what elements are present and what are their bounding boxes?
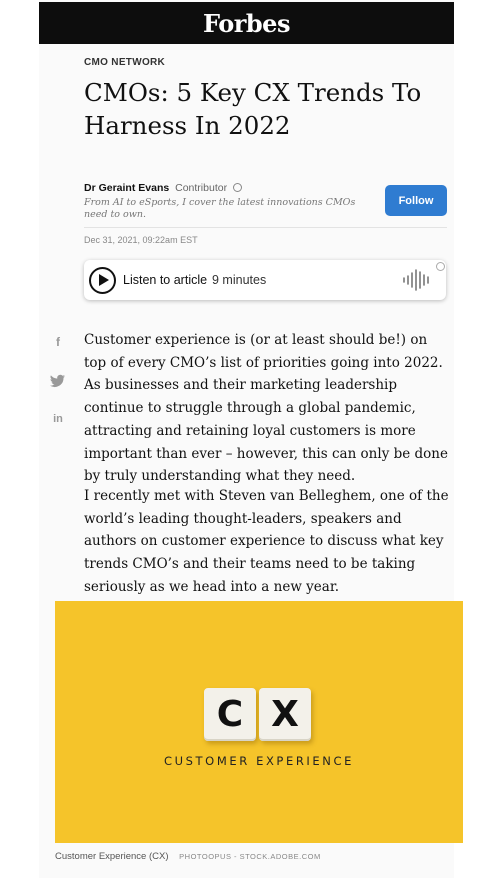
linkedin-share-icon[interactable]: in bbox=[53, 413, 63, 425]
letter-tile-c: C bbox=[204, 688, 256, 741]
top-nav-bar bbox=[39, 2, 454, 44]
article-headline: CMOs: 5 Key CX Trends To Harness In 2022 bbox=[84, 78, 422, 140]
audio-waveform-icon bbox=[402, 267, 432, 293]
author-bio: From AI to eSports, I cover the latest innovations CMOs need to own. bbox=[84, 197, 356, 220]
publish-date: Dec 31, 2021, 09:22am EST bbox=[84, 235, 198, 245]
listen-to-article-player[interactable] bbox=[84, 260, 446, 300]
listen-duration: 9 minutes bbox=[212, 273, 267, 287]
image-text: CUSTOMER EXPERIENCE bbox=[164, 754, 354, 768]
player-info-icon[interactable] bbox=[436, 262, 445, 271]
play-icon[interactable] bbox=[89, 267, 116, 294]
letter-tile-x: X bbox=[259, 688, 311, 741]
author-block bbox=[84, 182, 384, 221]
follow-button[interactable]: Follow bbox=[385, 185, 447, 216]
info-icon[interactable] bbox=[233, 183, 242, 192]
section-label[interactable]: CMO NETWORK bbox=[84, 57, 166, 68]
listen-label: Listen to article bbox=[123, 273, 208, 287]
author-line bbox=[84, 182, 384, 194]
article-paragraph: Customer experience is (or at least should be!) on top of every CMO’s list of priorities going into 2022. As businesses and their marketing leadership continue to struggle through a global pandemic, attracting and retaining loyal customers is more important than ever – however, this can only be done by truly understanding what they need. bbox=[84, 332, 448, 485]
forbes-logo[interactable]: Forbes bbox=[203, 8, 290, 38]
twitter-share-icon[interactable] bbox=[49, 374, 67, 388]
author-role: Contributor bbox=[175, 182, 228, 194]
facebook-share-icon[interactable]: f bbox=[56, 335, 60, 349]
article-paragraph: I recently met with Steven van Belleghem, one of the world’s leading thought-leaders, speakers and authors on customer experience to discuss what key trends CMO’s and their teams need to be taking seriously as we head into a new year. bbox=[84, 488, 449, 595]
article-hero-image bbox=[55, 601, 463, 843]
author-name[interactable]: Dr Geraint Evans bbox=[84, 182, 170, 194]
divider bbox=[84, 227, 447, 228]
caption-text: Customer Experience (CX) bbox=[55, 851, 169, 862]
image-credit: PHOTOOPUS - STOCK.ADOBE.COM bbox=[179, 852, 321, 861]
image-caption bbox=[55, 851, 321, 862]
